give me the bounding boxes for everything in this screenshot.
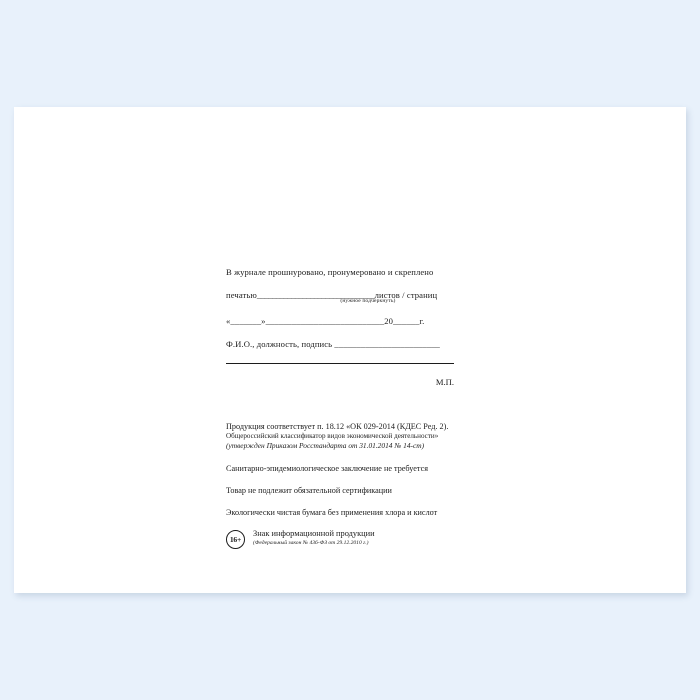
seal-line-prefix: печатью bbox=[226, 289, 257, 300]
legal-block bbox=[226, 421, 526, 549]
document-page bbox=[14, 107, 686, 593]
age-rating-text bbox=[253, 529, 375, 547]
seal-fill-wrap bbox=[256, 289, 396, 304]
seal-line-suffix: листов / страниц bbox=[374, 289, 438, 300]
journal-line: В журнале прошнуровано, пронумеровано и скреплено bbox=[226, 267, 434, 277]
age-rating-row bbox=[226, 529, 526, 549]
certification-line: Товар не подлежит обязательной сертификации bbox=[226, 486, 392, 496]
document-content bbox=[226, 267, 526, 549]
eco-line: Экологически чистая бумага без применения хлора и кислот bbox=[226, 508, 438, 518]
sanitary-line: Санитарно-эпидемиологическое заключение не требуется bbox=[226, 464, 428, 474]
seal-fill: _______________________________ bbox=[256, 289, 375, 300]
age-rating-law: (Федеральный закон № 436-ФЗ от 29.12.2010 г.) bbox=[253, 540, 369, 547]
signature-rule bbox=[226, 363, 454, 364]
mp-label: М.П. bbox=[435, 376, 454, 387]
age-badge-icon: 16+ bbox=[226, 530, 245, 549]
conformity-line-1: Продукция соответствует п. 18.12 «ОК 029-2014 (КДЕС Ред. 2). bbox=[226, 421, 449, 431]
seal-line bbox=[226, 289, 526, 304]
seal-note: (нужное подчеркнуть) bbox=[340, 297, 396, 304]
conformity-line-2: Общероссийский классификатор видов экономической деятельности» bbox=[226, 432, 439, 440]
fio-line: Ф.И.О., должность, подпись ________________________ bbox=[226, 339, 440, 350]
age-rating-title: Знак информационной продукции bbox=[253, 529, 375, 539]
date-line: «_______»___________________________20______г. bbox=[226, 316, 425, 327]
conformity-line-3: (утвержден Приказом Росстандарта от 31.01.2014 № 14-ст) bbox=[226, 441, 425, 451]
